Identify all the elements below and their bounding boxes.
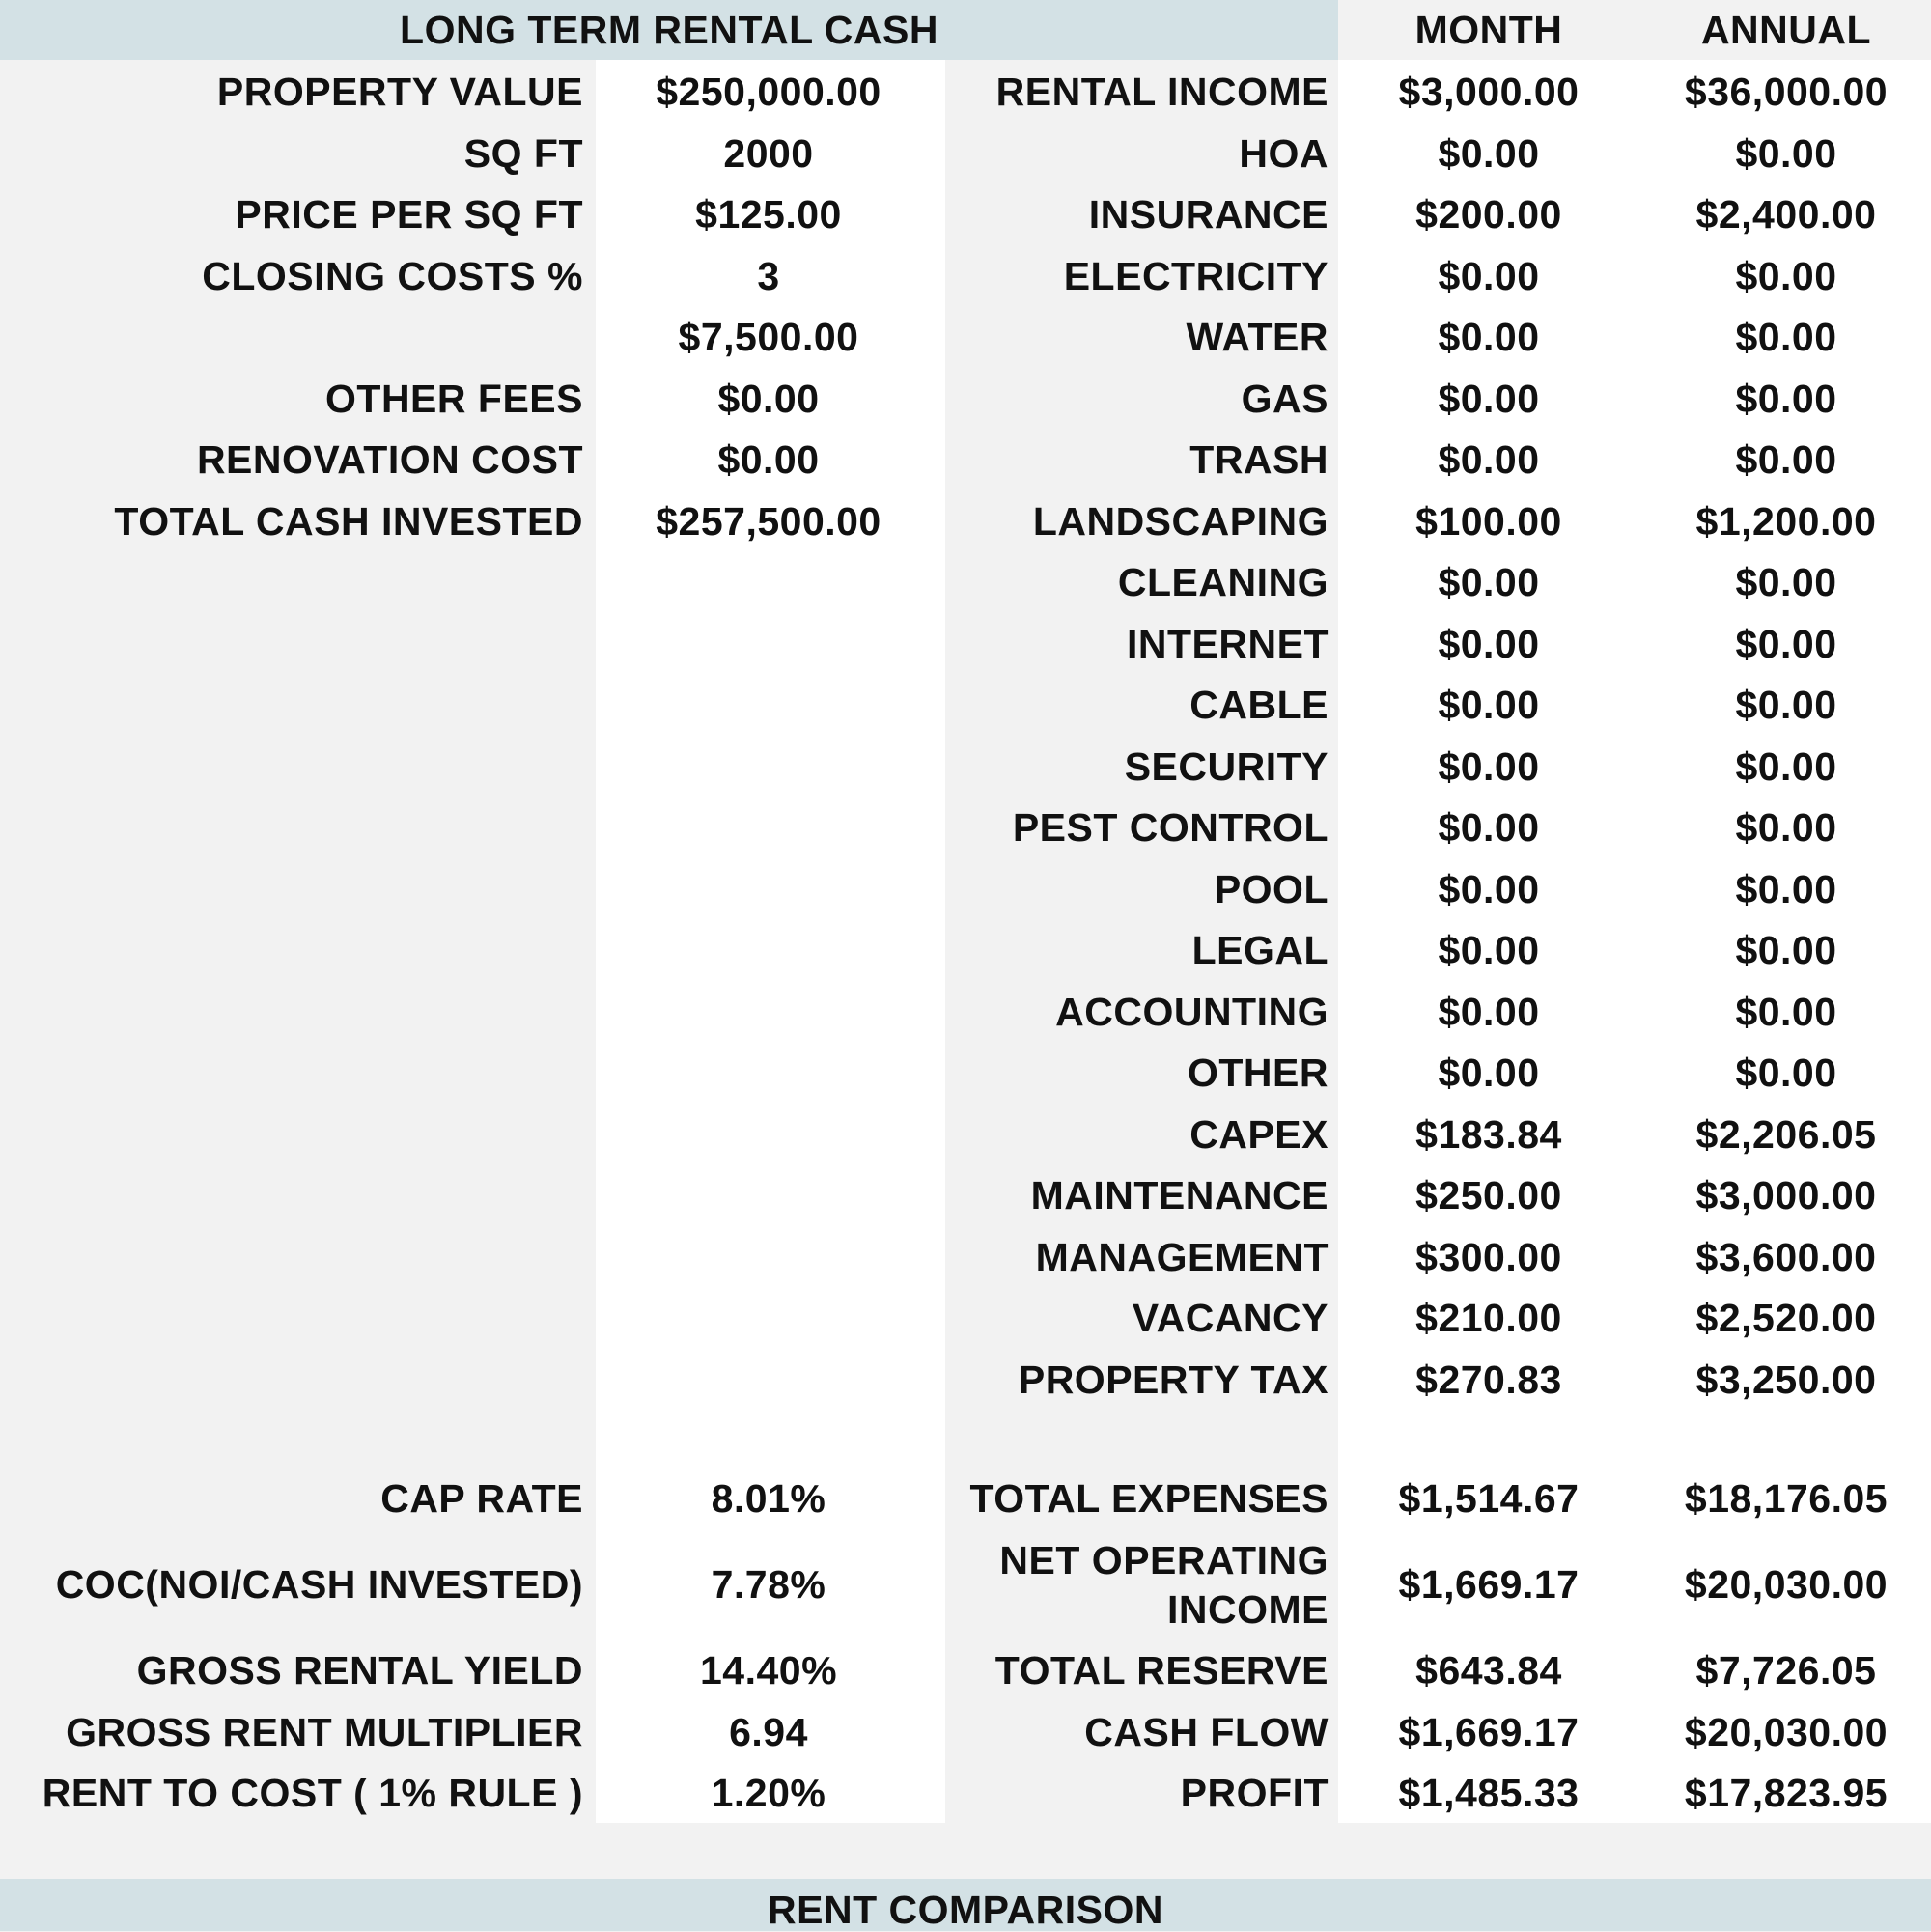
expense-month[interactable]: $0.00 — [1438, 254, 1540, 298]
expense-month[interactable]: $0.00 — [1438, 867, 1540, 911]
expense-label: LANDSCAPING — [1032, 499, 1329, 544]
expense-month[interactable]: $0.00 — [1438, 928, 1540, 972]
metric-value: 7.78% — [711, 1562, 826, 1607]
expense-label: CAPEX — [1189, 1112, 1329, 1157]
expense-annual[interactable]: $0.00 — [1735, 131, 1837, 176]
expense-annual[interactable]: $3,000.00 — [1695, 1173, 1877, 1218]
metric-value: 8.01% — [711, 1476, 826, 1521]
expense-annual[interactable]: $0.00 — [1735, 560, 1837, 604]
expense-label: PEST CONTROL — [1012, 805, 1329, 850]
expense-annual[interactable]: $0.00 — [1735, 805, 1837, 850]
total-annual: $18,176.05 — [1684, 1476, 1889, 1521]
total-label: CASH FLOW — [1084, 1710, 1329, 1754]
expense-annual[interactable]: $2,206.05 — [1695, 1112, 1877, 1157]
investment-label: SQ FT — [463, 131, 583, 176]
expense-month[interactable]: $210.00 — [1415, 1296, 1562, 1340]
metric-label: GROSS RENT MULTIPLIER — [66, 1710, 583, 1754]
expense-annual[interactable]: $3,250.00 — [1695, 1358, 1877, 1402]
expense-label: POOL — [1214, 867, 1329, 911]
expense-annual[interactable]: $2,400.00 — [1695, 192, 1877, 237]
expense-annual[interactable]: $0.00 — [1735, 683, 1837, 727]
expense-month[interactable]: $0.00 — [1438, 805, 1540, 850]
expense-label: ACCOUNTING — [1055, 990, 1329, 1034]
expense-label: WATER — [1186, 315, 1329, 359]
total-label: TOTAL RESERVE — [994, 1648, 1329, 1693]
month-header: MONTH — [1414, 8, 1563, 52]
expense-annual[interactable]: $1,200.00 — [1695, 499, 1877, 544]
expense-annual[interactable]: $0.00 — [1735, 744, 1837, 789]
expense-label: HOA — [1239, 131, 1329, 176]
expense-label: ELECTRICITY — [1063, 254, 1329, 298]
expense-month[interactable]: $0.00 — [1438, 560, 1540, 604]
investment-value[interactable]: $0.00 — [717, 437, 820, 482]
metric-value: 1.20% — [711, 1771, 826, 1815]
expense-month[interactable]: $0.00 — [1438, 744, 1540, 789]
expense-label: GAS — [1241, 377, 1329, 421]
expense-month[interactable]: $0.00 — [1438, 1050, 1540, 1095]
expense-label: MAINTENANCE — [1030, 1173, 1329, 1218]
expense-month[interactable]: $0.00 — [1438, 377, 1540, 421]
expense-label: OTHER — [1188, 1050, 1329, 1095]
expense-label: VACANCY — [1132, 1296, 1329, 1340]
expense-label: PROPERTY TAX — [1018, 1358, 1329, 1402]
annual-header: ANNUAL — [1700, 8, 1872, 52]
total-month: $1,485.33 — [1398, 1771, 1580, 1815]
expense-label: TRASH — [1189, 437, 1329, 482]
expense-annual[interactable]: $0.00 — [1735, 1050, 1837, 1095]
total-month: $1,669.17 — [1398, 1710, 1580, 1754]
expense-month[interactable]: $200.00 — [1415, 192, 1562, 237]
expense-label: RENTAL INCOME — [995, 70, 1329, 114]
total-label: PROFIT — [1180, 1771, 1329, 1815]
expense-annual[interactable]: $36,000.00 — [1684, 70, 1889, 114]
investment-value[interactable]: $257,500.00 — [656, 499, 882, 544]
total-annual: $20,030.00 — [1684, 1710, 1889, 1754]
page-title: LONG TERM RENTAL CASH — [400, 8, 938, 52]
investment-label: TOTAL CASH INVESTED — [114, 499, 583, 544]
investment-value[interactable]: $7,500.00 — [678, 315, 859, 359]
expense-annual[interactable]: $0.00 — [1735, 867, 1837, 911]
metric-value: 6.94 — [729, 1710, 808, 1754]
expense-annual[interactable]: $2,520.00 — [1695, 1296, 1877, 1340]
total-annual: $7,726.05 — [1695, 1648, 1877, 1693]
rent-comparison-title: RENT COMPARISON — [768, 1888, 1163, 1932]
total-month: $643.84 — [1415, 1648, 1562, 1693]
investment-label: PROPERTY VALUE — [216, 70, 583, 114]
total-label: TOTAL EXPENSES — [969, 1476, 1329, 1521]
expense-annual[interactable]: $0.00 — [1735, 437, 1837, 482]
investment-value[interactable]: $250,000.00 — [656, 70, 882, 114]
expense-annual[interactable]: $0.00 — [1735, 254, 1837, 298]
expense-label: CABLE — [1189, 683, 1329, 727]
total-label-line: INCOME — [1167, 1587, 1329, 1632]
expense-label: INTERNET — [1127, 622, 1329, 666]
expense-label: MANAGEMENT — [1035, 1235, 1329, 1279]
metric-value: 14.40% — [699, 1648, 838, 1693]
expense-month[interactable]: $250.00 — [1415, 1173, 1562, 1218]
total-annual: $20,030.00 — [1684, 1562, 1889, 1607]
expense-annual[interactable]: $0.00 — [1735, 990, 1837, 1034]
total-month: $1,514.67 — [1398, 1476, 1580, 1521]
expense-label: SECURITY — [1124, 744, 1329, 789]
metric-label: RENT TO COST ( 1% RULE ) — [42, 1771, 583, 1815]
investment-value[interactable]: 3 — [757, 254, 780, 298]
expense-annual[interactable]: $3,600.00 — [1695, 1235, 1877, 1279]
expense-month[interactable]: $100.00 — [1415, 499, 1562, 544]
expense-label: INSURANCE — [1088, 192, 1329, 237]
total-month: $1,669.17 — [1398, 1562, 1580, 1607]
investment-value[interactable]: 2000 — [723, 131, 814, 176]
expense-month[interactable]: $183.84 — [1415, 1112, 1562, 1157]
investment-label: CLOSING COSTS % — [202, 254, 583, 298]
investment-label: OTHER FEES — [325, 377, 583, 421]
total-label — [944, 1536, 1329, 1635]
expense-month[interactable]: $0.00 — [1438, 131, 1540, 176]
metric-label: COC(NOI/CASH INVESTED) — [55, 1562, 583, 1607]
metric-label: CAP RATE — [380, 1476, 583, 1521]
expense-label: LEGAL — [1191, 928, 1329, 972]
expense-annual[interactable]: $0.00 — [1735, 928, 1837, 972]
investment-value[interactable]: $0.00 — [717, 377, 820, 421]
expense-annual[interactable]: $0.00 — [1735, 377, 1837, 421]
investment-value[interactable]: $125.00 — [695, 192, 842, 237]
expense-month[interactable]: $0.00 — [1438, 622, 1540, 666]
expense-month[interactable]: $3,000.00 — [1398, 70, 1580, 114]
expense-month[interactable]: $0.00 — [1438, 315, 1540, 359]
expense-month[interactable]: $0.00 — [1438, 990, 1540, 1034]
total-label-line: NET OPERATING — [999, 1538, 1329, 1582]
expense-label: CLEANING — [1117, 560, 1329, 604]
total-annual: $17,823.95 — [1684, 1771, 1889, 1815]
metric-label: GROSS RENTAL YIELD — [136, 1648, 583, 1693]
expense-annual[interactable]: $0.00 — [1735, 622, 1837, 666]
expense-annual[interactable]: $0.00 — [1735, 315, 1837, 359]
expense-month[interactable]: $0.00 — [1438, 683, 1540, 727]
expense-month[interactable]: $300.00 — [1415, 1235, 1562, 1279]
expense-month[interactable]: $0.00 — [1438, 437, 1540, 482]
expense-month[interactable]: $270.83 — [1415, 1358, 1562, 1402]
investment-label: RENOVATION COST — [196, 437, 583, 482]
investment-label: PRICE PER SQ FT — [235, 192, 583, 237]
